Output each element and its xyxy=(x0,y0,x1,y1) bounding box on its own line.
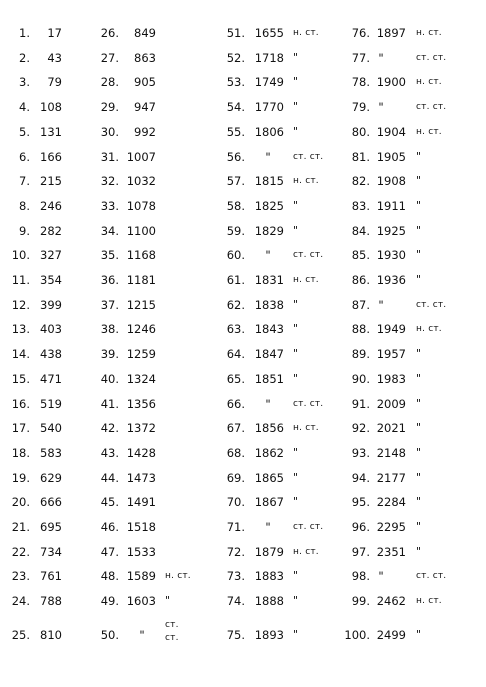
row-number: 46. xyxy=(100,520,119,534)
row-value: 2148 xyxy=(376,445,406,460)
row-number: 89. xyxy=(351,347,370,362)
row-value: 1831 xyxy=(254,273,284,287)
row-number: 66. xyxy=(226,396,245,411)
row-suffix: ст. ст. xyxy=(416,102,447,113)
row-number: 12. xyxy=(11,297,30,312)
row-number: 53. xyxy=(226,75,245,90)
row-value: 2284 xyxy=(376,495,406,510)
row-number: 48. xyxy=(100,569,119,584)
row-value: 403 xyxy=(40,322,62,337)
row-suffix: " xyxy=(293,100,299,114)
row-number: 70. xyxy=(226,495,245,510)
row-suffix: " xyxy=(293,75,299,89)
row-number: 71. xyxy=(226,520,245,534)
row-number: 82. xyxy=(351,174,370,189)
row-value: 1324 xyxy=(126,371,156,386)
row-value: 1589 xyxy=(126,569,156,584)
row-suffix: " xyxy=(293,371,299,385)
row-value: 1825 xyxy=(254,198,284,213)
row-number: 69. xyxy=(226,470,245,485)
row-value: 1957 xyxy=(376,347,406,362)
row-value: 1949 xyxy=(376,322,406,337)
row-number: 39. xyxy=(100,347,119,362)
row-value: 1867 xyxy=(254,495,284,510)
row-value: 108 xyxy=(40,100,62,115)
row-value: 1879 xyxy=(254,544,284,559)
row-value: 1770 xyxy=(254,100,284,115)
row-number: 11. xyxy=(11,273,30,287)
row-number: 16. xyxy=(11,396,30,411)
row-value: 246 xyxy=(40,198,62,213)
row-value: 695 xyxy=(40,520,62,534)
row-number: 59. xyxy=(226,223,245,238)
row-suffix: " xyxy=(293,50,299,64)
row-number: 13. xyxy=(11,322,30,337)
row-number: 76. xyxy=(351,26,370,40)
row-value: 1372 xyxy=(126,421,156,436)
row-suffix: ст. ст. xyxy=(293,250,324,261)
row-number: 32. xyxy=(100,174,119,189)
row-suffix: " xyxy=(416,149,422,163)
row-value: 1259 xyxy=(126,347,156,362)
row-number: 78. xyxy=(351,75,370,90)
row-number: 87. xyxy=(351,297,370,312)
row-suffix: ст. ст. xyxy=(416,52,447,63)
row-number: 14. xyxy=(11,347,30,362)
row-value: 905 xyxy=(134,75,156,90)
row-number: 63. xyxy=(226,322,245,337)
row-suffix: " xyxy=(293,569,299,583)
row-value: " xyxy=(139,628,145,642)
row-suffix: н. ст. xyxy=(416,28,442,38)
row-value: 1473 xyxy=(126,470,156,485)
row-number: 27. xyxy=(100,50,119,65)
row-suffix: " xyxy=(293,470,299,484)
row-value: 79 xyxy=(47,75,62,90)
row-value: 1847 xyxy=(254,347,284,362)
row-number: 98. xyxy=(351,569,370,584)
row-number: 17. xyxy=(11,421,30,436)
row-value: 666 xyxy=(40,495,62,510)
row-suffix: " xyxy=(416,273,422,286)
row-value: 2295 xyxy=(376,520,406,534)
row-value: " xyxy=(265,149,271,164)
row-number: 60. xyxy=(226,248,245,263)
row-suffix: " xyxy=(293,322,299,336)
row-number: 73. xyxy=(226,569,245,584)
row-number: 8. xyxy=(19,198,30,213)
row-value: 1246 xyxy=(126,322,156,337)
row-value: 1897 xyxy=(376,26,406,40)
row-value: 1911 xyxy=(376,198,406,213)
row-suffix: н. ст. xyxy=(416,324,442,335)
row-value: 761 xyxy=(40,569,62,584)
row-value: " xyxy=(378,100,384,115)
row-suffix: " xyxy=(416,495,422,509)
row-number: 33. xyxy=(100,198,119,213)
row-suffix: н. ст. xyxy=(293,28,319,38)
row-value: 540 xyxy=(40,421,62,436)
row-suffix: ст. ст. xyxy=(416,299,447,310)
row-number: 18. xyxy=(11,445,30,460)
row-number: 91. xyxy=(351,396,370,411)
row-number: 3. xyxy=(19,75,30,90)
row-number: 61. xyxy=(226,273,245,287)
row-number: 67. xyxy=(226,421,245,436)
row-suffix: " xyxy=(416,396,422,410)
row-value: 1930 xyxy=(376,248,406,263)
row-number: 95. xyxy=(351,495,370,510)
row-number: 42. xyxy=(100,421,119,436)
row-number: 9. xyxy=(19,223,30,238)
row-number: 35. xyxy=(100,248,119,263)
row-suffix: " xyxy=(293,223,299,237)
row-suffix: ст. ст. xyxy=(165,620,179,643)
row-number: 64. xyxy=(226,347,245,362)
row-number: 25. xyxy=(11,628,30,642)
row-value: 2009 xyxy=(376,396,406,411)
row-suffix: " xyxy=(293,594,299,608)
row-value: 2351 xyxy=(376,544,406,559)
row-value: 863 xyxy=(134,50,156,65)
row-suffix: " xyxy=(416,628,422,641)
row-value: 1838 xyxy=(254,297,284,312)
row-suffix: ст. ст. xyxy=(293,398,324,409)
row-value: 1655 xyxy=(254,26,284,40)
row-number: 24. xyxy=(11,594,30,609)
row-value: 1356 xyxy=(126,396,156,411)
row-suffix: " xyxy=(293,198,299,212)
row-value: 1843 xyxy=(254,322,284,337)
row-suffix: " xyxy=(293,628,299,641)
row-value: 1168 xyxy=(126,248,156,263)
row-value: " xyxy=(265,396,271,411)
row-number: 72. xyxy=(226,544,245,559)
row-suffix: " xyxy=(293,445,299,459)
row-number: 52. xyxy=(226,50,245,65)
row-value: 992 xyxy=(134,124,156,139)
row-number: 55. xyxy=(226,124,245,139)
row-number: 56. xyxy=(226,149,245,164)
row-value: 1851 xyxy=(254,371,284,386)
row-value: 947 xyxy=(134,100,156,115)
row-number: 5. xyxy=(19,124,30,139)
row-number: 80. xyxy=(351,124,370,139)
row-number: 86. xyxy=(351,273,370,287)
row-number: 99. xyxy=(351,594,370,609)
row-suffix: " xyxy=(165,594,171,608)
row-number: 41. xyxy=(100,396,119,411)
row-value: 1862 xyxy=(254,445,284,460)
row-suffix: н. ст. xyxy=(293,546,319,557)
row-number: 50. xyxy=(100,628,119,642)
row-value: 166 xyxy=(40,149,62,164)
row-number: 62. xyxy=(226,297,245,312)
row-value: 1925 xyxy=(376,223,406,238)
row-value: 282 xyxy=(40,223,62,238)
row-number: 28. xyxy=(100,75,119,90)
row-number: 34. xyxy=(100,223,119,238)
row-number: 100. xyxy=(344,628,370,642)
row-value: 43 xyxy=(47,50,62,65)
row-value: 1428 xyxy=(126,445,156,460)
row-number: 79. xyxy=(351,100,370,115)
row-suffix: " xyxy=(416,248,422,262)
row-number: 96. xyxy=(351,520,370,534)
row-value: " xyxy=(378,50,384,65)
row-number: 92. xyxy=(351,421,370,436)
row-number: 84. xyxy=(351,223,370,238)
row-value: 1829 xyxy=(254,223,284,238)
row-number: 68. xyxy=(226,445,245,460)
row-value: 1749 xyxy=(254,75,284,90)
row-value: 1893 xyxy=(254,628,284,642)
row-value: 1983 xyxy=(376,371,406,386)
row-number: 10. xyxy=(11,248,30,263)
row-number: 83. xyxy=(351,198,370,213)
row-value: 1718 xyxy=(254,50,284,65)
row-suffix: " xyxy=(416,520,422,533)
row-number: 7. xyxy=(19,174,30,189)
row-number: 29. xyxy=(100,100,119,115)
row-number: 4. xyxy=(19,100,30,115)
row-value: 1936 xyxy=(376,273,406,287)
row-suffix: н. ст. xyxy=(293,275,319,285)
row-number: 44. xyxy=(100,470,119,485)
row-value: 1883 xyxy=(254,569,284,584)
row-suffix: ст. ст. xyxy=(416,571,447,582)
row-suffix: н. ст. xyxy=(165,571,191,582)
row-value: 810 xyxy=(40,628,62,642)
row-value: 1032 xyxy=(126,174,156,189)
row-number: 31. xyxy=(100,149,119,164)
row-suffix: " xyxy=(416,470,422,484)
row-value: 788 xyxy=(40,594,62,609)
row-suffix: " xyxy=(293,297,299,311)
row-value: 734 xyxy=(40,544,62,559)
row-number: 1. xyxy=(19,26,30,40)
row-value: " xyxy=(378,297,384,312)
row-value: 215 xyxy=(40,174,62,189)
row-value: 17 xyxy=(47,26,62,40)
row-value: 327 xyxy=(40,248,62,263)
row-number: 47. xyxy=(100,544,119,559)
row-value: 1078 xyxy=(126,198,156,213)
row-number: 58. xyxy=(226,198,245,213)
row-number: 65. xyxy=(226,371,245,386)
row-value: 849 xyxy=(134,26,156,40)
row-number: 36. xyxy=(100,273,119,287)
row-value: 1215 xyxy=(126,297,156,312)
row-number: 30. xyxy=(100,124,119,139)
row-suffix: " xyxy=(416,223,422,237)
row-number: 15. xyxy=(11,371,30,386)
row-number: 45. xyxy=(100,495,119,510)
row-value: 1533 xyxy=(126,544,156,559)
row-suffix: " xyxy=(293,124,299,138)
row-number: 19. xyxy=(11,470,30,485)
row-number: 22. xyxy=(11,544,30,559)
row-number: 93. xyxy=(351,445,370,460)
row-suffix: " xyxy=(416,371,422,385)
row-number: 40. xyxy=(100,371,119,386)
row-value: " xyxy=(378,569,384,584)
row-value: 399 xyxy=(40,297,62,312)
row-suffix: " xyxy=(416,445,422,459)
row-number: 51. xyxy=(226,26,245,40)
row-value: 1603 xyxy=(126,594,156,609)
row-value: 1815 xyxy=(254,174,284,189)
row-number: 21. xyxy=(11,520,30,534)
row-value: 1100 xyxy=(126,223,156,238)
row-value: 1888 xyxy=(254,594,284,609)
row-suffix: " xyxy=(416,174,422,188)
row-number: 38. xyxy=(100,322,119,337)
row-value: 1856 xyxy=(254,421,284,436)
row-value: 1908 xyxy=(376,174,406,189)
row-number: 20. xyxy=(11,495,30,510)
row-value: 2499 xyxy=(376,628,406,642)
row-value: " xyxy=(265,248,271,263)
row-value: 1865 xyxy=(254,470,284,485)
row-value: 1905 xyxy=(376,149,406,164)
row-value: 1518 xyxy=(126,520,156,534)
row-suffix: н. ст. xyxy=(416,596,442,607)
row-number: 94. xyxy=(351,470,370,485)
row-suffix: н. ст. xyxy=(416,126,442,137)
row-number: 75. xyxy=(226,628,245,642)
row-suffix: ст. ст. xyxy=(293,522,324,532)
row-value: 2177 xyxy=(376,470,406,485)
row-suffix: " xyxy=(416,421,422,435)
row-value: 2021 xyxy=(376,421,406,436)
row-value: 1904 xyxy=(376,124,406,139)
row-number: 90. xyxy=(351,371,370,386)
row-value: 1900 xyxy=(376,75,406,90)
row-value: 1806 xyxy=(254,124,284,139)
row-number: 2. xyxy=(19,50,30,65)
row-value: 583 xyxy=(40,445,62,460)
row-number: 43. xyxy=(100,445,119,460)
row-number: 77. xyxy=(351,50,370,65)
row-value: 2462 xyxy=(376,594,406,609)
row-number: 26. xyxy=(100,26,119,40)
row-number: 74. xyxy=(226,594,245,609)
row-number: 23. xyxy=(11,569,30,584)
row-suffix: " xyxy=(293,347,299,361)
row-value: 629 xyxy=(40,470,62,485)
row-suffix: н. ст. xyxy=(293,176,319,187)
row-suffix: " xyxy=(416,347,422,361)
row-number: 85. xyxy=(351,248,370,263)
row-suffix: " xyxy=(416,198,422,212)
row-suffix: н. ст. xyxy=(293,423,319,434)
row-number: 54. xyxy=(226,100,245,115)
row-value: 1491 xyxy=(126,495,156,510)
row-value: 131 xyxy=(40,124,62,139)
row-value: 1181 xyxy=(126,273,156,287)
row-number: 81. xyxy=(351,149,370,164)
row-value: " xyxy=(265,520,271,534)
row-suffix: " xyxy=(293,495,299,509)
row-value: 354 xyxy=(40,273,62,287)
row-suffix: " xyxy=(416,544,422,558)
row-number: 97. xyxy=(351,544,370,559)
row-number: 88. xyxy=(351,322,370,337)
row-number: 6. xyxy=(19,149,30,164)
row-number: 37. xyxy=(100,297,119,312)
row-value: 438 xyxy=(40,347,62,362)
row-value: 1007 xyxy=(126,149,156,164)
row-value: 519 xyxy=(40,396,62,411)
row-suffix: ст. ст. xyxy=(293,151,324,162)
row-number: 49. xyxy=(100,594,119,609)
row-suffix: н. ст. xyxy=(416,77,442,88)
row-value: 471 xyxy=(40,371,62,386)
row-number: 57. xyxy=(226,174,245,189)
